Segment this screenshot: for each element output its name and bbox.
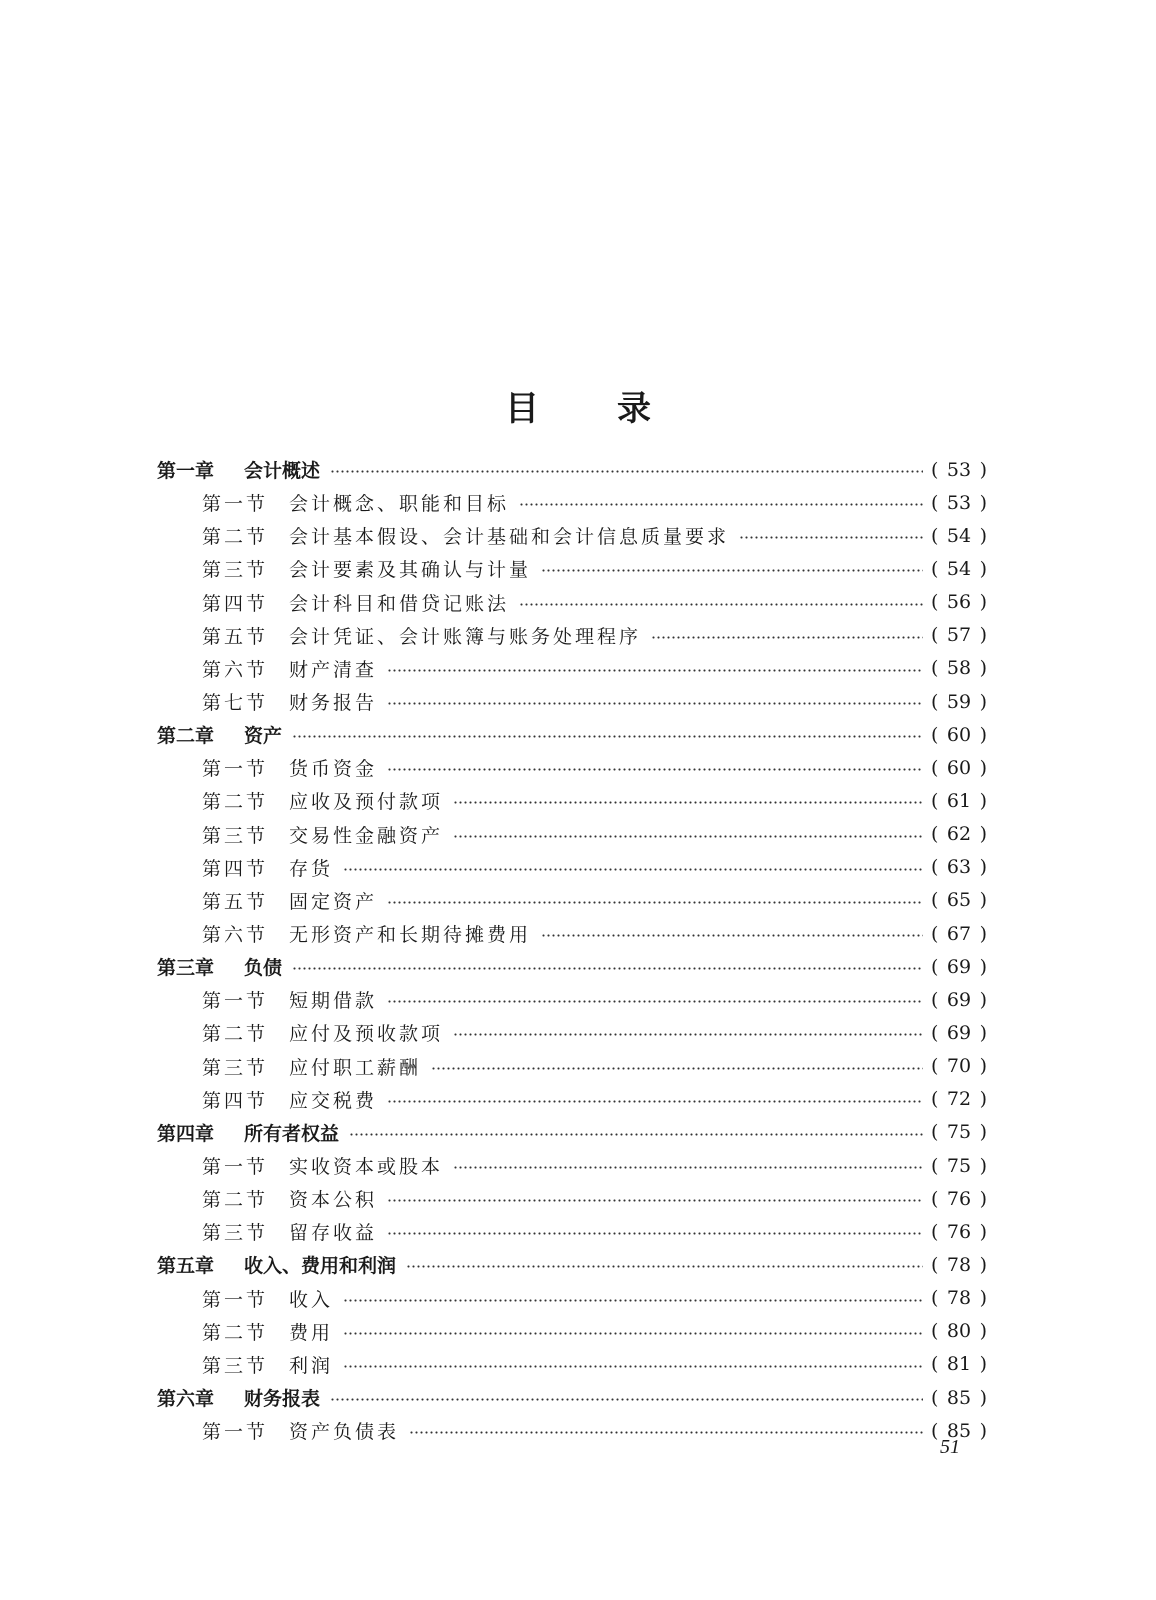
open-paren: ( xyxy=(931,856,939,879)
toc-page-ref xyxy=(931,724,987,746)
toc-page-number: 57 xyxy=(946,624,972,647)
toc-page-ref xyxy=(931,856,987,878)
toc-page-number: 75 xyxy=(946,1121,972,1144)
toc-entry-title: 财务报告 xyxy=(289,692,378,715)
toc-entry-number: 第六节 xyxy=(202,924,269,947)
toc-page-number: 69 xyxy=(946,1021,972,1044)
toc-section-row xyxy=(157,652,987,685)
toc-page-ref xyxy=(931,1353,987,1375)
toc-page-ref xyxy=(931,1088,987,1110)
open-paren: ( xyxy=(931,723,939,746)
dot-leader xyxy=(343,1361,923,1371)
toc-section-row xyxy=(157,1215,987,1248)
close-paren: ) xyxy=(979,657,987,680)
close-paren: ) xyxy=(979,889,987,912)
toc-section-row xyxy=(157,818,987,851)
dot-leader xyxy=(541,931,923,941)
toc-section-row xyxy=(157,1315,987,1348)
toc-page-ref xyxy=(931,923,987,945)
toc-entry-number: 第一节 xyxy=(202,990,269,1013)
close-paren: ) xyxy=(979,1021,987,1044)
open-paren: ( xyxy=(931,591,939,614)
toc-page-number: 85 xyxy=(946,1419,972,1442)
toc-entry-title: 交易性金融资产 xyxy=(289,824,444,847)
open-paren: ( xyxy=(931,657,939,680)
toc-entry-number: 第六章 xyxy=(157,1388,215,1410)
toc-page-ref xyxy=(931,956,987,978)
close-paren: ) xyxy=(979,1088,987,1111)
dot-leader xyxy=(292,732,923,742)
open-paren: ( xyxy=(931,624,939,647)
toc-entry-number: 第二节 xyxy=(202,1189,269,1212)
toc-section-row xyxy=(157,1050,987,1083)
close-paren: ) xyxy=(979,723,987,746)
close-paren: ) xyxy=(979,1154,987,1177)
toc-section-row xyxy=(157,1348,987,1381)
open-paren: ( xyxy=(931,1386,939,1409)
toc-page-number: 67 xyxy=(946,922,972,945)
open-paren: ( xyxy=(931,756,939,779)
toc-chapter-row xyxy=(157,950,987,983)
dot-leader xyxy=(387,765,923,775)
toc-entry-title: 存货 xyxy=(289,857,334,880)
toc-entry-title: 收入 xyxy=(289,1288,334,1311)
toc-entry-title: 会计凭证、会计账簿与账务处理程序 xyxy=(289,625,642,648)
dot-leader xyxy=(739,533,923,543)
toc-page-ref xyxy=(931,1055,987,1077)
toc-entry-number: 第一章 xyxy=(157,460,215,483)
toc-page-number: 56 xyxy=(946,591,972,614)
toc-page-ref xyxy=(931,1287,987,1309)
toc-entry-number: 第四节 xyxy=(202,857,269,880)
toc-page-number: 81 xyxy=(946,1353,972,1376)
dot-leader xyxy=(387,1096,923,1106)
dot-leader xyxy=(453,1030,923,1040)
toc-page-number: 75 xyxy=(946,1154,972,1177)
toc-entry-title: 资产负债表 xyxy=(289,1421,400,1444)
dot-leader xyxy=(387,1196,923,1206)
toc-page-ref xyxy=(931,757,987,779)
close-paren: ) xyxy=(979,1419,987,1442)
dot-leader xyxy=(387,1229,923,1239)
dot-leader xyxy=(406,1262,923,1272)
toc-page-number: 78 xyxy=(946,1287,972,1310)
toc-entry-title: 资产 xyxy=(244,725,283,748)
toc-page-number: 60 xyxy=(946,723,972,746)
dot-leader xyxy=(651,632,923,642)
close-paren: ) xyxy=(979,1055,987,1078)
toc-entry-title: 资本公积 xyxy=(289,1189,378,1212)
toc-page-ref xyxy=(931,1254,987,1276)
toc-entry-title: 会计科目和借贷记账法 xyxy=(289,592,510,615)
open-paren: ( xyxy=(931,458,939,481)
toc-page-number: 53 xyxy=(946,491,972,514)
open-paren: ( xyxy=(931,823,939,846)
toc-chapter-row xyxy=(157,1381,987,1414)
toc-entry-number: 第四节 xyxy=(202,1089,269,1112)
toc-entry-number: 第三节 xyxy=(202,1056,269,1079)
toc-section-row xyxy=(157,751,987,784)
open-paren: ( xyxy=(931,1320,939,1343)
toc-entry-number: 第一节 xyxy=(202,1421,269,1444)
toc-page-number: 61 xyxy=(946,789,972,812)
close-paren: ) xyxy=(979,624,987,647)
dot-leader xyxy=(330,1395,923,1405)
toc-entry-title: 财务报表 xyxy=(244,1388,321,1410)
toc-page-number: 59 xyxy=(946,690,972,713)
toc-entry-title: 会计概念、职能和目标 xyxy=(289,493,510,516)
toc-page-ref xyxy=(931,459,987,481)
dot-leader xyxy=(292,964,923,974)
open-paren: ( xyxy=(931,955,939,978)
toc-page-ref xyxy=(931,889,987,911)
close-paren: ) xyxy=(979,690,987,713)
toc-page-ref xyxy=(931,1320,987,1342)
toc-page-number: 76 xyxy=(946,1187,972,1210)
toc-entry-title: 应付及预收款项 xyxy=(289,1023,444,1046)
toc-chapter-row xyxy=(157,718,987,751)
close-paren: ) xyxy=(979,491,987,514)
toc-page-ref xyxy=(931,989,987,1011)
toc-entry-number: 第三章 xyxy=(157,957,215,980)
toc-page-number: 85 xyxy=(946,1386,972,1409)
open-paren: ( xyxy=(931,922,939,945)
toc-entry-title: 短期借款 xyxy=(289,990,378,1013)
toc-section-row xyxy=(157,519,987,552)
open-paren: ( xyxy=(931,988,939,1011)
toc-entry-title: 所有者权益 xyxy=(244,1122,340,1145)
close-paren: ) xyxy=(979,1386,987,1409)
open-paren: ( xyxy=(931,1187,939,1210)
toc-entry-number: 第四节 xyxy=(202,592,269,615)
toc-section-row xyxy=(157,1282,987,1315)
close-paren: ) xyxy=(979,988,987,1011)
toc-entry-number: 第三节 xyxy=(202,559,269,582)
toc-entry-number: 第二节 xyxy=(202,791,269,814)
toc-section-row xyxy=(157,917,987,950)
dot-leader xyxy=(519,500,923,510)
close-paren: ) xyxy=(979,823,987,846)
toc-entry-number: 第七节 xyxy=(202,692,269,715)
close-paren: ) xyxy=(979,1320,987,1343)
toc-section-row xyxy=(157,1149,987,1182)
toc-page-number: 62 xyxy=(946,823,972,846)
toc-entry-title: 负债 xyxy=(244,957,283,980)
toc-entry-number: 第五节 xyxy=(202,890,269,913)
toc-entry-number: 第二节 xyxy=(202,1321,269,1344)
toc-chapter-row xyxy=(157,453,987,486)
toc-entry-number: 第三节 xyxy=(202,1222,269,1245)
open-paren: ( xyxy=(931,1021,939,1044)
dot-leader xyxy=(387,699,923,709)
toc-entry-number: 第三节 xyxy=(202,1354,269,1377)
toc-page-number: 69 xyxy=(946,955,972,978)
open-paren: ( xyxy=(931,1220,939,1243)
toc-section-row xyxy=(157,552,987,585)
dot-leader xyxy=(453,831,923,841)
dot-leader xyxy=(519,599,923,609)
close-paren: ) xyxy=(979,1253,987,1276)
toc-section-row xyxy=(157,983,987,1016)
toc-entry-title: 会计基本假设、会计基础和会计信息质量要求 xyxy=(289,526,730,549)
open-paren: ( xyxy=(931,491,939,514)
toc-entry-title: 财产清查 xyxy=(289,658,378,681)
toc-entry-title: 应交税费 xyxy=(289,1089,378,1112)
toc-entry-number: 第一节 xyxy=(202,758,269,781)
open-paren: ( xyxy=(931,1088,939,1111)
toc-section-row xyxy=(157,1083,987,1116)
toc-page-number: 53 xyxy=(946,458,972,481)
open-paren: ( xyxy=(931,1419,939,1442)
toc-page-number: 76 xyxy=(946,1220,972,1243)
toc-entry-title: 应收及预付款项 xyxy=(289,791,444,814)
toc-section-row xyxy=(157,1016,987,1049)
dot-leader xyxy=(453,798,923,808)
dot-leader xyxy=(343,864,923,874)
dot-leader xyxy=(343,1295,923,1305)
open-paren: ( xyxy=(931,1121,939,1144)
toc-section-row xyxy=(157,884,987,917)
open-paren: ( xyxy=(931,889,939,912)
toc-section-row xyxy=(157,851,987,884)
toc-page-number: 69 xyxy=(946,988,972,1011)
dot-leader xyxy=(431,1063,923,1073)
toc-page-ref xyxy=(931,1188,987,1210)
close-paren: ) xyxy=(979,458,987,481)
toc-entry-number: 第五章 xyxy=(157,1255,215,1278)
toc-page-number: 63 xyxy=(946,856,972,879)
toc-page-ref xyxy=(931,1022,987,1044)
open-paren: ( xyxy=(931,1154,939,1177)
toc-page-ref xyxy=(931,790,987,812)
toc-entry-number: 第四章 xyxy=(157,1122,215,1145)
page-title: 目录 xyxy=(505,388,729,429)
close-paren: ) xyxy=(979,1187,987,1210)
toc-page-number: 54 xyxy=(946,524,972,547)
toc-chapter-row xyxy=(157,1116,987,1149)
toc-entry-title: 会计要素及其确认与计量 xyxy=(289,559,532,582)
table-of-contents xyxy=(157,453,987,1447)
toc-section-row xyxy=(157,486,987,519)
toc-section-row xyxy=(157,1414,987,1447)
toc-page-number: 58 xyxy=(946,657,972,680)
close-paren: ) xyxy=(979,1287,987,1310)
toc-section-row xyxy=(157,784,987,817)
toc-page-number: 70 xyxy=(946,1055,972,1078)
toc-entry-title: 收入、费用和利润 xyxy=(244,1255,397,1278)
toc-entry-number: 第五节 xyxy=(202,625,269,648)
toc-page-number: 65 xyxy=(946,889,972,912)
open-paren: ( xyxy=(931,524,939,547)
toc-page-number: 72 xyxy=(946,1088,972,1111)
toc-entry-title: 应付职工薪酬 xyxy=(289,1056,422,1079)
toc-page-ref xyxy=(931,657,987,679)
dot-leader xyxy=(349,1129,923,1139)
toc-entry-number: 第三节 xyxy=(202,824,269,847)
dot-leader xyxy=(387,897,923,907)
toc-page-ref xyxy=(931,691,987,713)
toc-entry-title: 货币资金 xyxy=(289,758,378,781)
toc-page-ref xyxy=(931,525,987,547)
toc-entry-title: 费用 xyxy=(289,1321,334,1344)
toc-page-ref xyxy=(931,624,987,646)
toc-chapter-row xyxy=(157,1248,987,1281)
dot-leader xyxy=(387,665,923,675)
open-paren: ( xyxy=(931,690,939,713)
toc-section-row xyxy=(157,586,987,619)
dot-leader xyxy=(330,467,923,477)
close-paren: ) xyxy=(979,856,987,879)
toc-page-ref xyxy=(931,1221,987,1243)
close-paren: ) xyxy=(979,955,987,978)
dot-leader xyxy=(541,566,923,576)
close-paren: ) xyxy=(979,1121,987,1144)
dot-leader xyxy=(409,1428,923,1438)
close-paren: ) xyxy=(979,756,987,779)
toc-page-number: 60 xyxy=(946,756,972,779)
toc-page-ref xyxy=(931,1387,987,1409)
close-paren: ) xyxy=(979,557,987,580)
toc-entry-number: 第六节 xyxy=(202,658,269,681)
dot-leader xyxy=(387,997,923,1007)
toc-entry-number: 第一节 xyxy=(202,1156,269,1179)
toc-page-ref xyxy=(931,823,987,845)
open-paren: ( xyxy=(931,557,939,580)
toc-section-row xyxy=(157,619,987,652)
open-paren: ( xyxy=(931,789,939,812)
toc-entry-number: 第一节 xyxy=(202,493,269,516)
dot-leader xyxy=(343,1328,923,1338)
toc-entry-number: 第一节 xyxy=(202,1288,269,1311)
page-number: 51 xyxy=(940,1436,960,1458)
toc-entry-title: 留存收益 xyxy=(289,1222,378,1245)
toc-entry-number: 第二节 xyxy=(202,1023,269,1046)
close-paren: ) xyxy=(979,524,987,547)
toc-entry-title: 无形资产和长期待摊费用 xyxy=(289,924,532,947)
toc-page-ref xyxy=(931,492,987,514)
open-paren: ( xyxy=(931,1287,939,1310)
open-paren: ( xyxy=(931,1353,939,1376)
toc-section-row xyxy=(157,1182,987,1215)
dot-leader xyxy=(453,1163,923,1173)
toc-entry-number: 第二节 xyxy=(202,526,269,549)
toc-entry-title: 固定资产 xyxy=(289,890,378,913)
toc-page-ref xyxy=(931,591,987,613)
toc-page-number: 54 xyxy=(946,557,972,580)
toc-entry-number: 第二章 xyxy=(157,725,215,748)
close-paren: ) xyxy=(979,1220,987,1243)
toc-entry-title: 利润 xyxy=(289,1354,334,1377)
close-paren: ) xyxy=(979,789,987,812)
toc-page-number: 78 xyxy=(946,1253,972,1276)
toc-entry-title: 会计概述 xyxy=(244,460,321,483)
close-paren: ) xyxy=(979,1353,987,1376)
toc-page-number: 80 xyxy=(946,1320,972,1343)
open-paren: ( xyxy=(931,1253,939,1276)
toc-entry-title: 实收资本或股本 xyxy=(289,1156,444,1179)
toc-section-row xyxy=(157,685,987,718)
toc-page-ref xyxy=(931,1121,987,1143)
close-paren: ) xyxy=(979,591,987,614)
close-paren: ) xyxy=(979,922,987,945)
open-paren: ( xyxy=(931,1055,939,1078)
toc-page-ref xyxy=(931,558,987,580)
toc-page-ref xyxy=(931,1155,987,1177)
